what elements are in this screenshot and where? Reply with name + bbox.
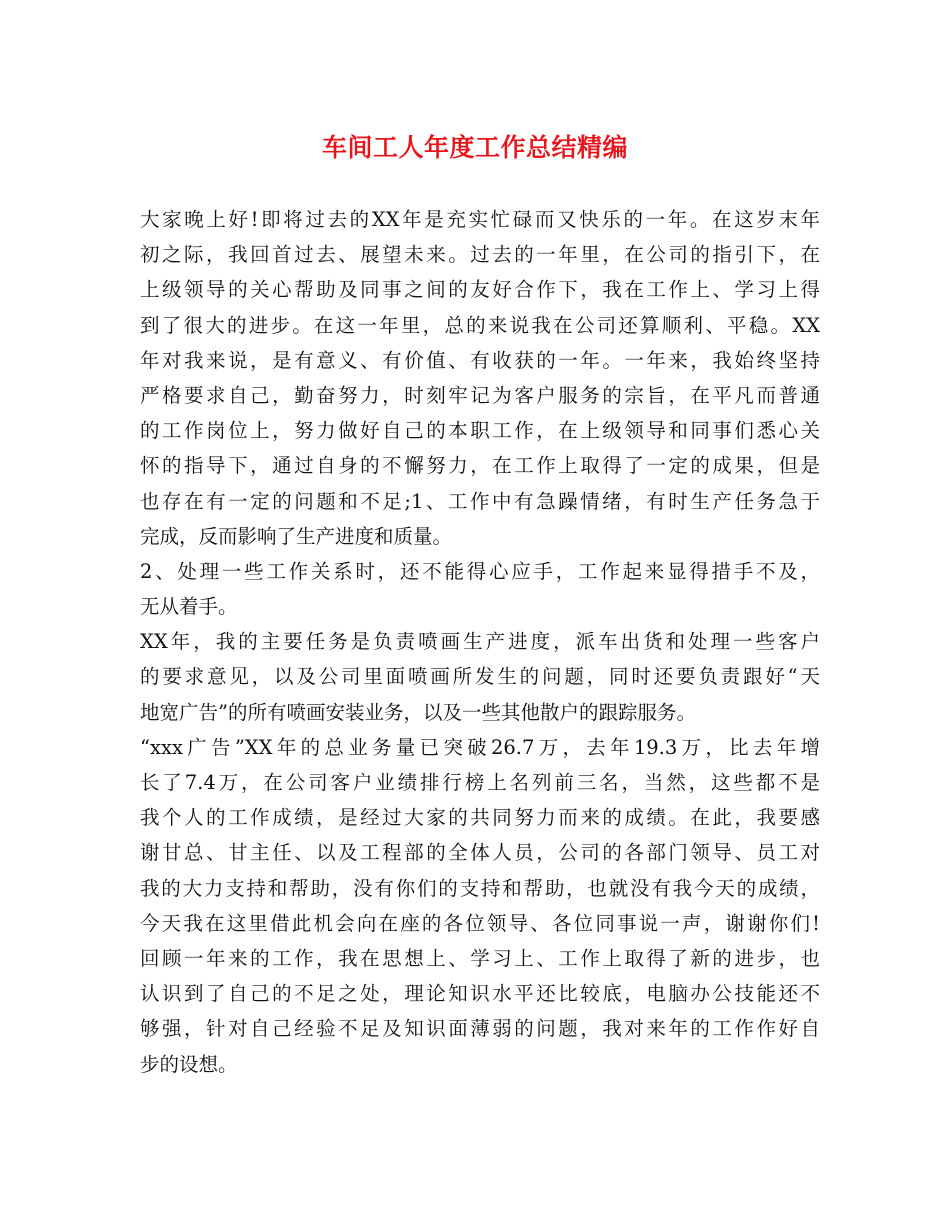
body-line: 回顾一年来的工作，我在思想上、学习上、工作上取得了新的进步，也	[140, 946, 820, 970]
document-title: 车间工人年度工作总结精编	[321, 133, 628, 162]
body-line: 上级领导的关心帮助及同事之间的友好合作下，我在工作上、学习上得	[140, 278, 820, 302]
body-line: 无从着手。	[140, 595, 238, 619]
body-line: 到了很大的进步。在这一年里，总的来说我在公司还算顺利、平稳。XX	[140, 313, 820, 337]
body-line: 怀的指导下，通过自身的不懈努力，在工作上取得了一定的成果，但是	[140, 454, 820, 478]
body-line: 长了7.4万，在公司客户业绩排行榜上名列前三名，当然，这些都不是	[140, 771, 820, 794]
body-line: 年对我来说，是有意义、有价值、有收获的一年。一年来，我始终坚持	[140, 348, 820, 372]
body-line: 也存在有一定的问题和不足;1、工作中有急躁情绪，有时生产任务急于	[140, 489, 820, 513]
document-body	[140, 202, 820, 1082]
body-line: 谢甘总、甘主任、以及工程部的全体人员，公司的各部门领导、员工对	[140, 841, 820, 865]
body-line: 认识到了自己的不足之处，理论知识水平还比较底，电脑办公技能还不	[140, 982, 820, 1006]
body-line: 大家晚上好!即将过去的XX年是充实忙碌而又快乐的一年。在这岁末年	[140, 208, 820, 231]
body-line: 我个人的工作成绩，是经过大家的共同努力而来的成绩。在此，我要感	[140, 806, 820, 830]
body-line: XX年，我的主要任务是负责喷画生产进度，派车出货和处理一些客户	[140, 630, 820, 654]
body-line: 够强，针对自己经验不足及知识面薄弱的问题，我对来年的工作作好自	[140, 1017, 820, 1041]
body-line: 地宽广告”的所有喷画安装业务，以及一些其他散户的跟踪服务。	[140, 700, 696, 724]
body-line: 步的设想。	[140, 1052, 238, 1076]
body-line: 我的大力支持和帮助，没有你们的支持和帮助，也就没有我今天的成绩，	[140, 876, 820, 900]
body-line: 严格要求自己，勤奋努力，时刻牢记为客户服务的宗旨，在平凡而普通	[140, 383, 820, 407]
body-line: 今天我在这里借此机会向在座的各位领导、各位同事说一声，谢谢你们!	[140, 911, 820, 935]
body-line: 的要求意见，以及公司里面喷画所发生的问题，同时还要负责跟好“天	[140, 665, 820, 689]
body-line: 2、处理一些工作关系时，还不能得心应手，工作起来显得措手不及，	[140, 559, 820, 583]
body-line: 初之际，我回首过去、展望未来。过去的一年里，在公司的指引下，在	[140, 243, 820, 267]
body-line: “xxx广告”XX年的总业务量已突破26.7万，去年19.3万，比去年增	[140, 735, 820, 759]
body-line: 完成，反而影响了生产进度和质量。	[140, 524, 453, 548]
body-line: 的工作岗位上，努力做好自己的本职工作，在上级领导和同事们悉心关	[140, 419, 820, 443]
